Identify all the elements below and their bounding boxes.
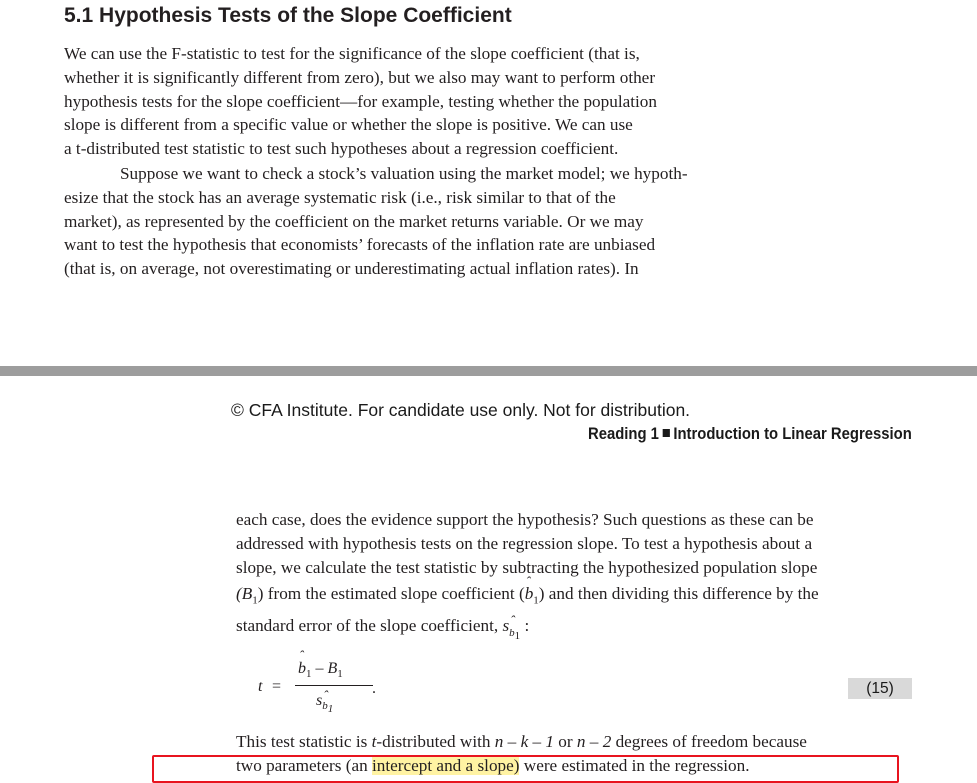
paragraph-4-text: two parameters (an [236,756,368,775]
denominator-b-hat: ˆ b [322,700,328,712]
subscript-1: 1 [514,630,521,643]
t-italic: t [371,732,377,751]
equation-15 [258,660,388,726]
paragraph-2 [64,162,742,281]
paragraph-2-line: esize that the stock has an average systematic risk (i.e., risk similar to that of the [64,187,616,207]
equation-period: . [372,680,376,697]
paragraph-3-text: ) and then dividing this difference by the [538,584,819,603]
paragraph-1-line: slope is different from a specific value or whether the slope is positive. We can use [64,115,633,135]
subscript-1: 1 [306,668,312,681]
paragraph-3-line: slope, we calculate the test statistic by subtracting the hypothesized population slope [236,558,818,577]
s-symbol: s [502,616,510,636]
equation-number: (15) [848,678,912,699]
equation-numerator [298,660,343,680]
numerator-b-hat: ˆ b [298,660,306,678]
paragraph-4-text: were estimated in the regression. [523,756,750,775]
paragraph-1-line: hypothesis tests for the slope coefficient—for example, testing whether the population [64,91,657,111]
paragraph-1 [64,42,742,161]
paragraph-2-line: want to test the hypothesis that economists’ forecasts of the inflation rate are unbiased [64,235,656,255]
fraction-bar [295,685,373,686]
paragraph-3-text: standard error of the slope coefficient, [236,616,499,636]
formula-n-2: n – 2 [576,732,612,751]
running-head-reading: Reading 1 [588,425,660,443]
running-head-separator [663,429,670,437]
param-B: (B [236,584,253,603]
paragraph-3-text: ) from the estimated slope coefficient ( [257,584,525,603]
paragraph-3-line: addressed with hypothesis tests on the regression slope. To test a hypothesis about a [236,534,813,553]
numerator-B: B [327,660,338,677]
formula-n-k-1: n – k – 1 [494,732,554,751]
subscript-1: 1 [337,668,343,681]
subscript-1: 1 [252,594,258,607]
paragraph-2-line: market), as represented by the coefficient on the market returns variable. Or we may [64,211,644,231]
page-divider [0,366,977,376]
paragraph-1-line: We can use the F-statistic to test for the significance of the slope coefficient (that is, [64,44,640,63]
paragraph-1-line: whether it is significantly different from zero), but we also may want to perform other [64,67,656,87]
paragraph-1-line: a t-distributed test statistic to test such hypotheses about a regression coefficient. [64,139,619,159]
highlighted-text: intercept and a slope) [372,756,520,775]
annotation-box [152,755,899,783]
denominator-s: s [316,692,323,709]
paragraph-3-line: each case, does the evidence support the hypothesis? Such questions as these can be [236,510,814,529]
paragraph-4-line [236,730,912,754]
paragraph-2-line: Suppose we want to check a stock’s valuation using the market model; we hypoth- [120,164,688,183]
paragraph-4-text: degrees of freedom because [615,732,807,751]
subscript-1: 1 [327,703,334,716]
paragraph-4-text: -distributed with [376,732,491,751]
paragraph-3-line: standard error of the slope coefficient, sˆ $_{b_1}$ : [236,614,912,648]
running-head [588,425,912,444]
section-title: 5.1 Hypothesis Tests of the Slope Coefficient [64,4,512,27]
equation-lhs: t [258,678,263,695]
subscript-1: 1 [533,594,539,607]
numerator-minus: – [315,660,324,677]
copyright-notice: © CFA Institute. For candidate use only. Not for distribution. [231,400,691,420]
paragraph-4-text: This test statistic is [236,732,368,751]
paragraph-4-text: or [558,732,573,751]
running-head-title: Introduction to Linear Regression [673,425,912,443]
b-hat-sub: ˆ b [509,621,515,645]
equation-equals: = [272,678,282,695]
paragraph-3 [236,508,912,648]
b-hat: ˆ b [525,580,534,607]
equation-denominator [316,692,333,715]
page-top [0,0,977,366]
paragraph-3-line [236,580,912,614]
paragraph-2-line: (that is, on average, not overestimating or underestimating actual inflation rates). In [64,259,639,279]
